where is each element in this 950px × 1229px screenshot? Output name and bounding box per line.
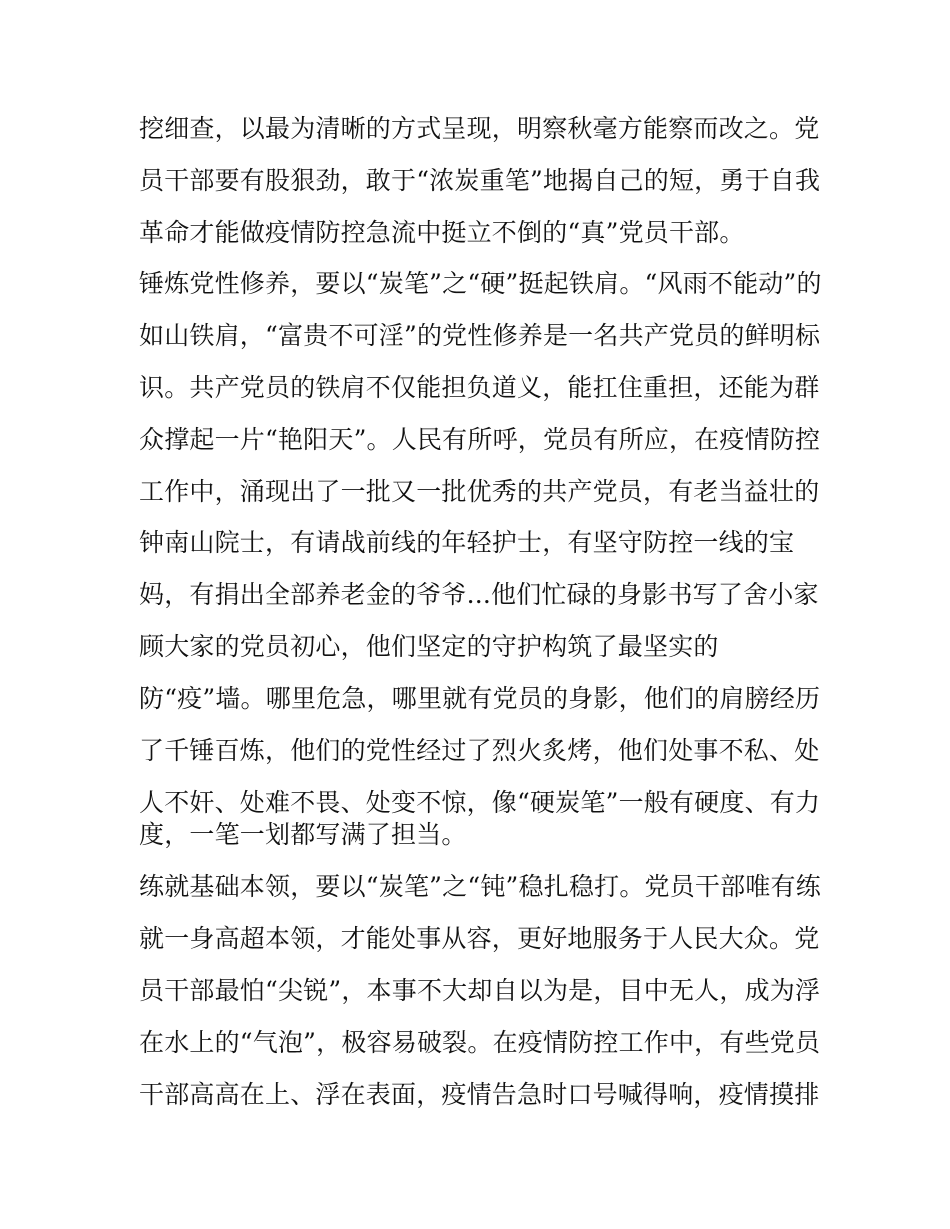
text-line: 干部高高在上、浮在表面，疫情告急时口号喊得响，疫情摸排 <box>139 1080 820 1109</box>
text-line: 练就基础本领，要以“炭笔”之“钝”稳扎稳打。党员干部唯有练 <box>139 872 821 901</box>
text-line: 如山铁肩，“富贵不可淫”的党性修养是一名共产党员的鲜明标 <box>139 321 821 350</box>
text-line: 在水上的“气泡”，极容易破裂。在疫情防控工作中，有些党员 <box>139 1028 821 1057</box>
text-line: 防“疫”墙。哪里危急，哪里就有党员的身影，他们的肩膀经历 <box>139 684 821 713</box>
text-line: 妈，有捐出全部养老金的爷爷...他们忙碌的身影书写了舍小家 <box>139 580 819 609</box>
text-line: 挖细查，以最为清晰的方式呈现，明察秋毫方能察而改之。党 <box>139 114 820 143</box>
text-line: 顾大家的党员初心，他们坚定的守护构筑了最坚实的 <box>139 632 719 661</box>
text-line: 钟南山院士，有请战前线的年轻护士，有坚守防控一线的宝 <box>139 528 795 557</box>
text-line: 人不奸、处难不畏、处变不惊，像“硬炭笔”一般有硬度、有力 <box>139 788 821 817</box>
text-line: 工作中，涌现出了一批又一批优秀的共产党员，有老当益壮的 <box>139 477 820 506</box>
text-line: 众撑起一片“艳阳天”。人民有所呼，党员有所应，在疫情防控 <box>139 425 821 454</box>
text-line: 了千锤百炼，他们的党性经过了烈火炙烤，他们处事不私、处 <box>139 736 820 765</box>
text-line: 锤炼党性修养，要以“炭笔”之“硬”挺起铁肩。“风雨不能动”的 <box>139 269 822 298</box>
text-line: 员干部要有股狠劲，敢于“浓炭重笔”地揭自己的短，勇于自我 <box>139 166 821 195</box>
text-line: 革命才能做疫情防控急流中挺立不倒的“真”党员干部。 <box>139 218 745 247</box>
text-line: 度，一笔一划都写满了担当。 <box>139 820 467 849</box>
text-line: 识。共产党员的铁肩不仅能担负道义，能扛住重担，还能为群 <box>139 373 820 402</box>
text-line: 员干部最怕“尖锐”，本事不大却自以为是，目中无人，成为浮 <box>139 976 821 1005</box>
text-line: 就一身高超本领，才能处事从容，更好地服务于人民大众。党 <box>139 924 820 953</box>
